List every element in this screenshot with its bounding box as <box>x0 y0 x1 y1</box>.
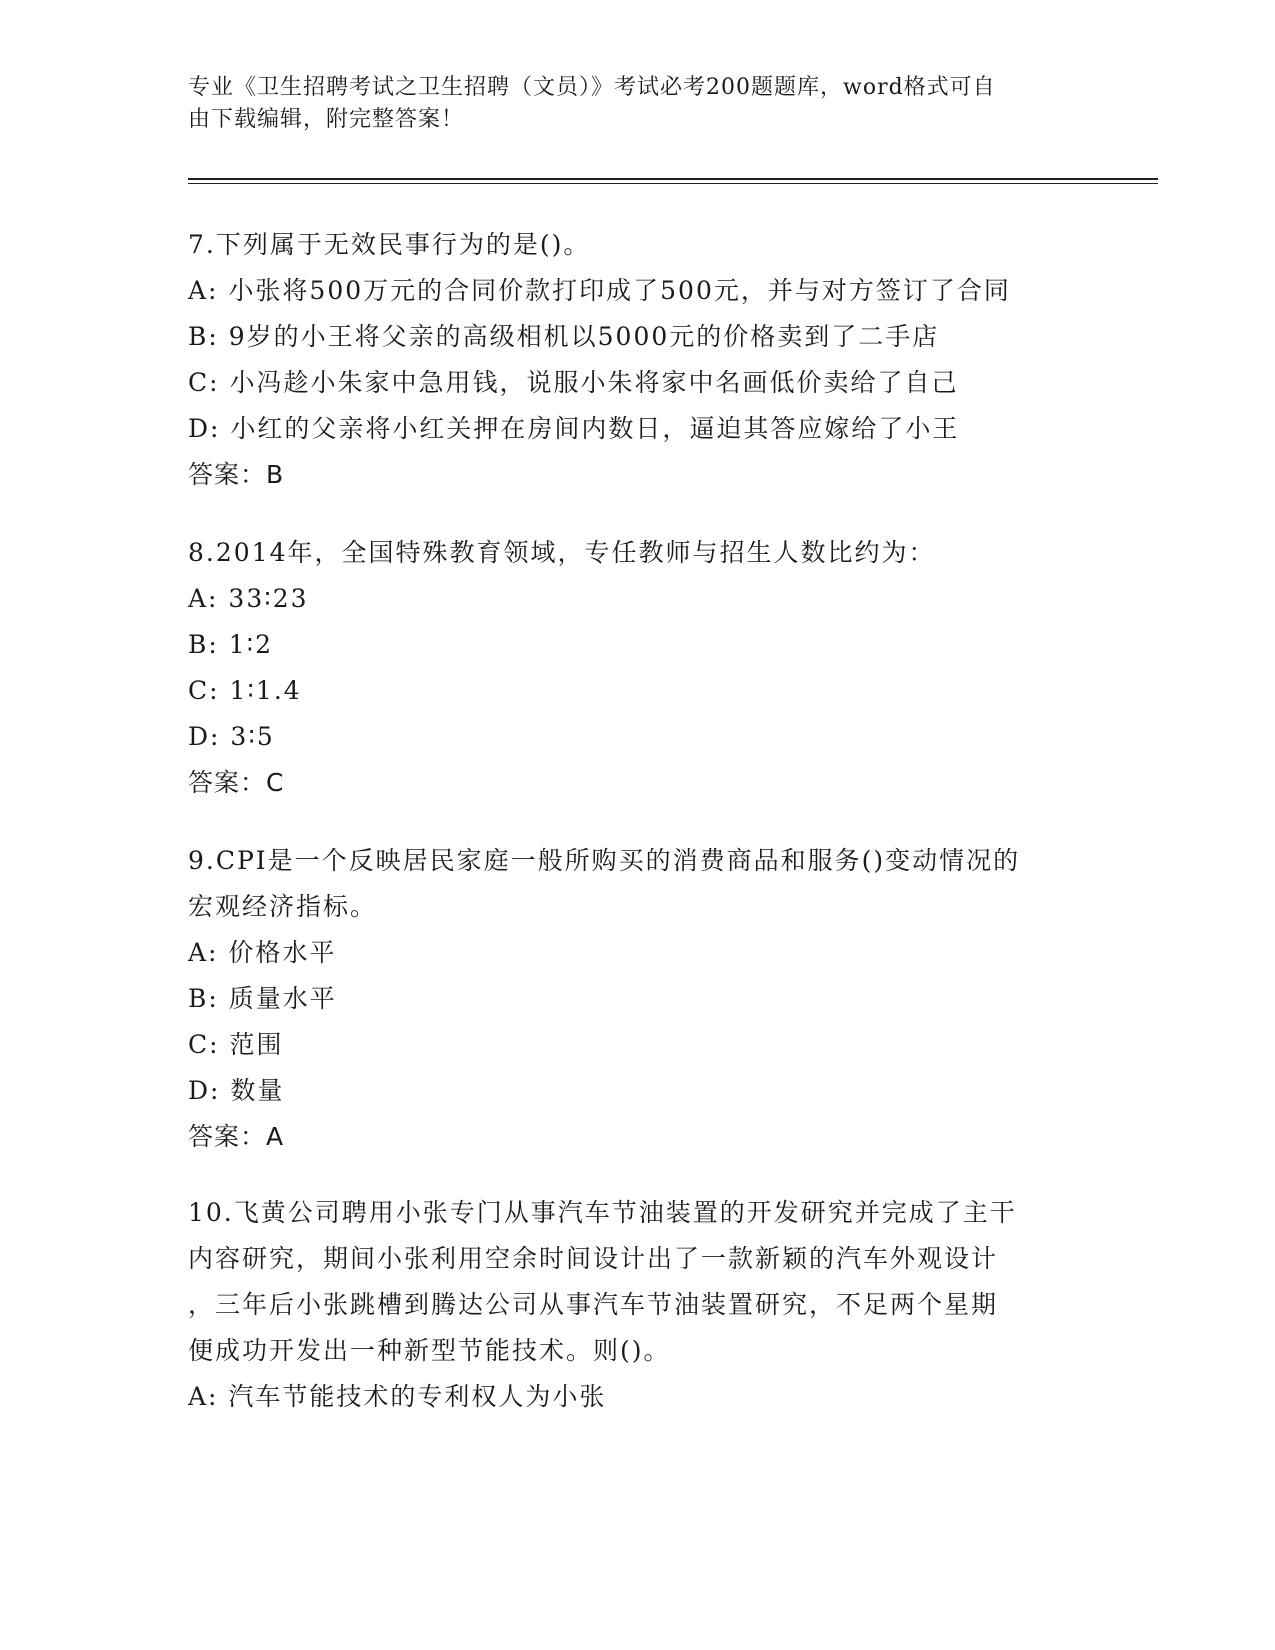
question-9 <box>188 838 1088 1160</box>
option-d: D: 数量 <box>188 1076 285 1105</box>
option-a: A: 价格水平 <box>188 938 337 967</box>
question-10 <box>188 1190 1088 1420</box>
question-stem-line-4: 便成功开发出一种新型节能技术。则()。 <box>188 1336 671 1365</box>
header-divider-thick <box>188 178 1158 180</box>
header-line-2: 由下载编辑，附完整答案！ <box>188 107 465 132</box>
option-a: A: 小张将500万元的合同价款打印成了500元，并与对方签订了合同 <box>188 276 1011 305</box>
question-7 <box>188 222 1088 498</box>
option-b: B: 1∶2 <box>188 630 274 659</box>
question-stem: 7.下列属于无效民事行为的是()。 <box>188 230 591 259</box>
option-c: C: 范围 <box>188 1030 284 1059</box>
option-a: A: 33∶23 <box>188 584 309 613</box>
document-header <box>188 72 1068 136</box>
header-divider-thin <box>188 183 1158 184</box>
question-stem-line-2: 内容研究，期间小张利用空余时间设计出了一款新颖的汽车外观设计 <box>188 1244 999 1273</box>
question-stem-line-1: 9.CPI是一个反映居民家庭一般所购买的消费商品和服务()变动情况的 <box>188 846 1021 875</box>
question-stem-line-1: 10.飞黄公司聘用小张专门从事汽车节油装置的开发研究并完成了主干 <box>188 1198 1017 1227</box>
question-stem-line-3: ，三年后小张跳槽到腾达公司从事汽车节油装置研究，不足两个星期 <box>188 1290 999 1319</box>
answer-label: 答案：B <box>188 460 285 489</box>
question-8 <box>188 530 1088 806</box>
answer-label: 答案：C <box>188 768 285 797</box>
option-d: D: 小红的父亲将小红关押在房间内数日，逼迫其答应嫁给了小王 <box>188 414 960 443</box>
option-b: B: 9岁的小王将父亲的高级相机以5000元的价格卖到了二手店 <box>188 322 940 351</box>
option-d: D: 3∶5 <box>188 722 275 751</box>
answer-label: 答案：A <box>188 1122 285 1151</box>
option-c: C: 1∶1.4 <box>188 676 302 705</box>
question-stem: 8.2014年，全国特殊教育领域，专任教师与招生人数比约为： <box>188 538 936 567</box>
question-stem-line-2: 宏观经济指标。 <box>188 892 378 921</box>
option-c: C: 小冯趁小朱家中急用钱，说服小朱将家中名画低价卖给了自己 <box>188 368 959 397</box>
option-a: A: 汽车节能技术的专利权人为小张 <box>188 1382 607 1411</box>
option-b: B: 质量水平 <box>188 984 337 1013</box>
header-line-1: 专业《卫生招聘考试之卫生招聘（文员）》考试必考200题题库，word格式可自 <box>188 75 996 100</box>
